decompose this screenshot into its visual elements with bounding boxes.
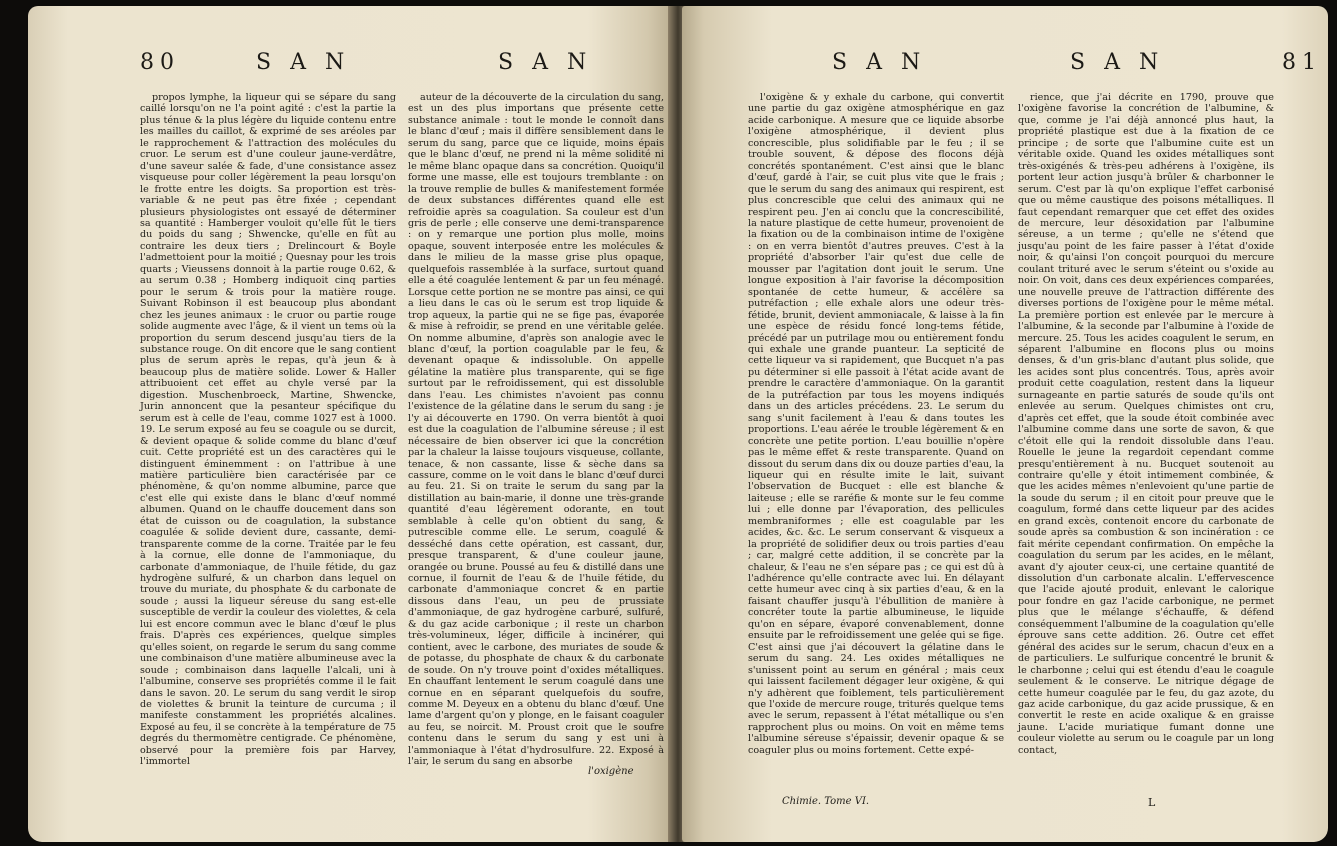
left-head-title-2: S A N bbox=[498, 50, 593, 75]
right-col1-text: l'oxigène & y exhale du carbone, qui convertit une partie du gaz oxigène atmosphérique en gaz acide carbonique. A mesure que ce liquide absorbe l'oxigène atmosphérique, il devient plus concrescible, plus solidifiable par le feu ; il se trouble souvent, & dépose des flocons déjà concrétés spontanément. C'est ainsi que le blanc d'œuf, gardé à l'air, se cuit plus vite que le frais ; que le serum du sang des animaux qui respirent, est plus concrescible que celui des animaux qui ne respirent peu. J'en ai conclu que la concrescibilité, la nature plastique de cette humeur, provenoient de la fixation ou de la combinaison intime de l'oxigène : on en verra bientôt d'autres preuves. C'est à la propriété d'absorber l'air qu'est due celle de mousser par l'agitation dont jouit le serum. Une longue exposition à l'air favorise la décomposition spontanée de cette humeur, & accélère sa putréfaction ; elle exhale alors une odeur très-fétide, brunit, devient ammoniacale, & laisse à la fin une espèce de résidu foncé long-tems fétide, précédé par un putrilage mou ou entièrement fondu qui exhale une grande puanteur. La septicité de cette liqueur va si rapidement, que Bucquet n'a pas pu déterminer si elle passoit à l'état acide avant de prendre le caractère d'ammoniaque. On la garantit de la putréfaction par tous les moyens indiqués dans un des articles précédens. 23. Le serum du sang s'unit facilement à l'eau & dans toutes les proportions. L'eau aérée le trouble légèrement & en concrète une petite portion. L'eau bouillie n'opère pas le même effet & reste transparente. Quand on dissout du serum dans dix ou douze parties d'eau, la liqueur qui en résulte imite le lait, suivant l'observation de Bucquet : elle est blanche & laiteuse ; elle se raréfie & monte sur le feu comme lui ; elle donne par l'évaporation, des pellicules membraniformes ; elle est coagulable par les acides, &c. &c. Le serum conservant & visqueux a la propriété de solidifier deux ou trois parties d'eau ; car, malgré cette addition, il se concrète par la chaleur, & l'eau ne s'en sépare pas ; ce qui est dû à l'adhérence qu'elle contracte avec lui. En délayant cette humeur avec cinq à six parties d'eau, & en la faisant chauffer jusqu'à l'ébullition de manière à concréter toute la partie albumineuse, le liquide qu'on en sépare, évaporé convenablement, donne ensuite par le refroidissement une gelée qui se fige. C'est ainsi que j'ai découvert la gélatine dans le serum du sang. 24. Les oxides métalliques ne s'unissent point au serum en général ; mais ceux qui laissent facilement dégager leur oxigène, & qui n'y adhèrent que foiblement, tels particulièrement que l'oxide de mercure rouge, triturés quelque tems avec le serum, repassent à l'état métallique ou s'en rapprochent plus ou moins. On voit en même tems l'albumine séreuse s'épaissir, devenir opaque & se coaguler plus ou moins fortement. Cette expé- bbox=[748, 92, 1004, 756]
right-running-head bbox=[682, 50, 1328, 80]
signature-mark: L bbox=[1148, 796, 1156, 809]
left-running-head bbox=[28, 50, 674, 80]
right-page-column-1 bbox=[748, 92, 1004, 756]
left-col1-text: propos lymphe, la liqueur qui se sépare du sang caillé lorsqu'on ne l'a point agité : c'est la partie la plus ténue & la plus légère du liquide contenu entre les mailles du caillot, & exprimé de ses aréoles par le rapprochement & l'attraction des molécules du cruor. Le serum est d'une couleur jaune-verdâtre, d'une saveur salée & fade, d'une consistance assez visqueuse pour coller légèrement la peau lorsqu'on le frotte entre les doigts. Sa proportion est très-variable & ne peut pas être fixée ; cependant plusieurs physiologistes ont essayé de déterminer sa quantité : Hamberger vouloit qu'elle fût le tiers du poids du sang ; Shwencke, qu'elle en fût au contraire les deux tiers ; Drelincourt & Boyle l'admettoient pour la moitié ; Quesnay pour les trois quarts ; Vieussens donnoit à la partie rouge 0.62, & au serum 0.38 ; Homberg indiquoit cinq parties pour le serum & trois pour la matière rouge. Suivant Robinson il est beaucoup plus abondant chez les jeunes animaux : le cruor ou partie rouge solide augmente avec l'âge, & il vient un tems où la proportion du serum descend jusqu'au tiers de la substance rouge. On dit encore que le sang contient plus de serum après le repas, qu'à jeun & à beaucoup plus de matière solide. Lower & Haller attribuoient cet effet au chyle versé par la digestion. Muschenbroeck, Martine, Shwencke, Jurin annoncent que la pesanteur spécifique du serum est à celle de l'eau, comme 1027 est à 1000. 19. Le serum exposé au feu se coagule ou se durcit, & devient opaque & solide comme du blanc d'œuf cuit. Cette propriété est un des caractères qui le distinguent éminemment : on l'attribue à une matière particulière bien caractérisée par ce phénomène, & qu'on nomme albumine, parce que c'est elle qui existe dans le blanc d'œuf nommé albumen. Quand on le chauffe doucement dans son état de cuisson ou de coagulation, la substance coagulée & solide devient dure, cassante, demi-transparente comme de la corne. Traitée par le feu à la cornue, elle donne de l'ammoniaque, du carbonate d'ammoniaque, de l'huile fétide, du gaz hydrogène sulfuré, & un charbon dans lequel on trouve du muriate, du phosphate & du carbonate de soude ; aussi la liqueur séreuse du sang est-elle susceptible de verdir la couleur des violettes, & cela lui est encore commun avec le blanc d'œuf le plus frais. D'après ces expériences, quelque simples qu'elles soient, on regarde le serum du sang comme une combinaison d'une matière albumineuse avec la soude ; combinaison dans laquelle l'alcali, uni à l'albumine, conserve ses propriétés comme il le fait dans le savon. 20. Le serum du sang verdit le sirop de violettes & brunit la teinture de curcuma ; il manifeste constamment les propriétés alcalines. Exposé au feu, il se concrète à la température de 75 degrés du thermomètre centigrade. Ce phénomène, observé pour la première fois par Harvey, l'immortel bbox=[140, 92, 396, 768]
open-book bbox=[28, 6, 1328, 842]
left-page bbox=[28, 6, 674, 842]
left-col2-text: auteur de la découverte de la circulation du sang, est un des plus importans que présente cette substance animale : tout le monde le connoît dans le blanc d'œuf ; mais il diffère sensiblement dans le serum du sang, parce que ce liquide, moins épais que le blanc d'œuf, ne prend ni la même solidité ni le même blanc opaque dans sa concrétion. Quoiqu'il forme une masse, elle est toujours tremblante : on la trouve remplie de bulles & manifestement formée de deux substances différentes quand elle est refroidie après sa coagulation. Sa couleur est d'un gris de perle ; elle conserve une demi-transparence : on y remarque une portion plus molle, moins opaque, souvent interposée entre les molécules & dans le milieu de la masse grise plus opaque, quelquefois rassemblée à la surface, surtout quand elle a été coagulée lentement & par un feu ménagé. Lorsque cette portion ne se montre pas ainsi, ce qui a lieu dans le cas où le serum est trop liquide & trop aqueux, la partie qui ne se fige pas, évaporée & mise à refroidir, se prend en une véritable gelée. On nomme albumine, d'après son analogie avec le blanc d'œuf, la portion coagulable par le feu, & devenant opaque & indissoluble. On appelle gélatine la matière plus transparente, qui se fige surtout par le refroidissement, qui est dissoluble dans l'eau. Les chimistes n'avoient pas connu l'existence de la gélatine dans le serum du sang : je l'y ai découverte en 1790. On verra bientôt à quoi est due la coagulation de l'albumine séreuse ; il est nécessaire de bien observer ici que la concrétion par la chaleur la laisse toujours visqueuse, collante, tenace, & non cassante, lisse & sèche dans sa cassure, comme on le voit dans le blanc d'œuf durci au feu. 21. Si on traite le serum du sang par la distillation au bain-marie, il donne une très-grande quantité d'eau légèrement odorante, en tout semblable à celle qu'on obtient du sang, & putrescible comme elle. Le serum, coagulé & desséché dans cette opération, est cassant, dur, presque transparent, & d'une couleur jaune, orangée ou brune. Poussé au feu & distillé dans une cornue, il fournit de l'eau & de l'huile fétide, du carbonate d'ammoniaque concret & en partie dissous dans l'eau, un peu de prussiate d'ammoniaque, de gaz hydrogène carburé, sulfuré, & du gaz acide carbonique ; il reste un charbon très-volumineux, léger, difficile à incinérer, qui contient, avec le carbone, des muriates de soude & de potasse, du phosphate de chaux & du carbonate de soude. On n'y trouve point d'oxides métalliques. En chauffant lentement le serum coagulé dans une cornue en en séparant quelquefois du soufre, comme M. Deyeux en a obtenu du blanc d'œuf. Une lame d'argent qu'on y plonge, en le faisant coaguler au feu, se noircit. M. Proust croit que le soufre contenu dans le serum du sang y est uni à l'ammoniaque à l'état d'hydrosulfure. 22. Exposé à l'air, le serum du sang en absorbe bbox=[408, 92, 664, 768]
catchword: l'oxigène bbox=[588, 766, 634, 777]
left-head-title-1: S A N bbox=[256, 50, 351, 75]
left-page-column-2 bbox=[408, 92, 664, 768]
volume-footer: Chimie. Tome VI. bbox=[782, 796, 870, 807]
right-head-title-2: S A N bbox=[1070, 50, 1165, 75]
page-number-right: 81 bbox=[1282, 50, 1322, 75]
right-page bbox=[682, 6, 1328, 842]
right-page-column-2 bbox=[1018, 92, 1274, 756]
page-number-left: 80 bbox=[140, 50, 180, 75]
left-page-column-1 bbox=[140, 92, 396, 768]
right-col2-text: rience, que j'ai décrite en 1790, prouve que l'oxigène favorise la concrétion de l'albumine, & que, comme je l'ai déjà annoncé plus haut, la propriété plastique est due à la fixation de ce principe ; de sorte que l'albumine cuite est un véritable oxide. Quand les oxides métalliques sont très-oxigénés & très-peu adhérens à l'oxigène, ils portent leur action jusqu'à brûler & charbonner le serum. C'est par là qu'on explique l'effet carbonisé que ou même caustique des poisons métalliques. Il faut cependant remarquer que cet effet des oxides de mercure, leur désoxidation par l'albumine séreuse, a un terme ; qu'elle ne s'étend que jusqu'au point de les faire passer à l'état d'oxide noir, & qu'ainsi l'on conçoit pourquoi du mercure coulant trituré avec le serum s'éteint ou s'oxide au noir. On voit, dans ces deux expériences comparées, une nouvelle preuve de l'attraction différente des diverses portions de l'oxigène pour le même métal. La première portion est enlevée par le mercure à l'albumine, & la seconde par l'albumine à l'oxide de mercure. 25. Tous les acides coagulent le serum, en séparent l'albumine en flocons plus ou moins denses, & d'un gris-blanc d'autant plus solide, que les acides sont plus concentrés. Tous, après avoir produit cette coagulation, restent dans la liqueur surnageante en partie saturés de soude qu'ils ont enlevée au serum. Quelques chimistes ont cru, d'après cet effet, que la soude étoit combinée avec l'albumine comme dans une sorte de savon, & que c'étoit elle qui la rendoit dissoluble dans l'eau. Rouelle le jeune la regardoit cependant comme presqu'entièrement à nu. Bucquet soutenoit au contraire qu'elle y étoit intimement combinée, & que les acides mêmes n'enlevoient qu'une partie de la soude du serum ; il en citoit pour preuve que le coagulum, formé dans cette liqueur par des acides en grand excès, contenoit encore du carbonate de soude après sa combustion & son incinération : ce fait mérite cependant confirmation. On empêche la coagulation du serum par les acides, en le mêlant, avant d'y ajouter ceux-ci, une certaine quantité de dissolution d'un carbonate alcalin. L'effervescence que l'acide ajouté produit, enlevant le calorique pour fondre en gaz l'acide carbonique, ne permet plus que le mélange s'échauffe, & défend conséquemment l'albumine de la coagulation qu'elle éprouve sans cette addition. 26. Outre cet effet général des acides sur le serum, chacun d'eux en a de particuliers. Le sulfurique concentré le brunit & le charbonne ; celui qui est étendu d'eau le coagule seulement & le conserve. Le nitrique dégage de cette humeur coagulée par le feu, du gaz azote, du gaz acide carbonique, du gaz acide prussique, & en convertit le reste en acide oxalique & en graisse jaune. L'acide muriatique fumant donne une couleur violette au serum ou le coagule par un long contact, bbox=[1018, 92, 1274, 756]
right-head-title-1: S A N bbox=[832, 50, 927, 75]
